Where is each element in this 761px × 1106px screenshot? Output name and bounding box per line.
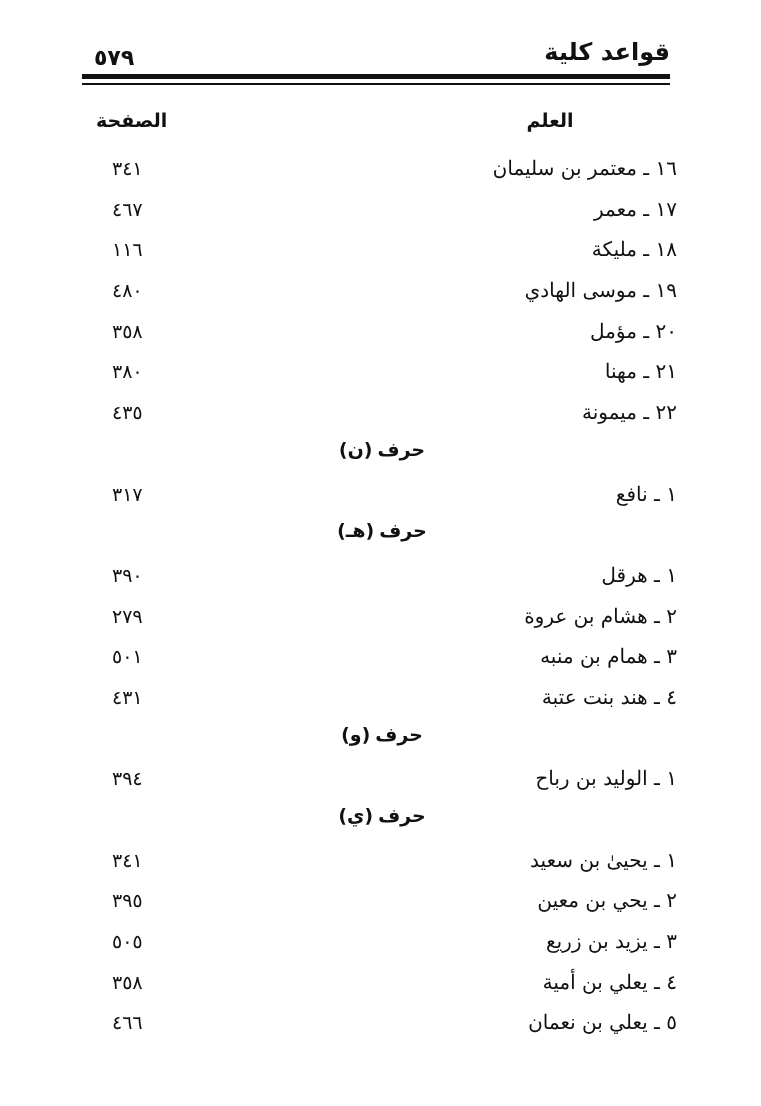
entry-name: ١٧ ـ معمر bbox=[593, 196, 677, 221]
entry-name: ١٩ ـ موسى الهادي bbox=[524, 278, 677, 303]
index-entry-row bbox=[82, 923, 677, 964]
entry-page-number: ٣٨٠ bbox=[112, 361, 143, 384]
letter-section-heading bbox=[82, 435, 677, 476]
index-entry-row bbox=[82, 191, 677, 232]
section-heading-letter: (ن) bbox=[338, 438, 373, 461]
entry-page-number: ٤٣٥ bbox=[112, 402, 143, 425]
entry-page-number: ٣٩٥ bbox=[112, 890, 143, 913]
entry-name: ٣ ـ همام بن منبه bbox=[540, 644, 677, 669]
index-entry-row bbox=[82, 313, 677, 354]
entry-page-number: ٥٠١ bbox=[112, 646, 143, 669]
section-heading-text bbox=[82, 520, 677, 542]
entry-page-number: ٤٣١ bbox=[112, 686, 143, 709]
column-header-page: الصفحة bbox=[96, 110, 168, 132]
entry-name: ٢٢ ـ ميمونة bbox=[582, 400, 677, 425]
section-heading-word: حرف bbox=[379, 520, 427, 543]
index-entry-row bbox=[82, 476, 677, 517]
section-heading-letter: (هـ) bbox=[337, 520, 375, 543]
index-entry-row bbox=[82, 150, 677, 191]
index-entry-row bbox=[82, 353, 677, 394]
entry-page-number: ٣٥٨ bbox=[112, 320, 143, 343]
entry-name: ١٨ ـ مليكة bbox=[591, 237, 677, 262]
entry-name: ٣ ـ يزيد بن زريع bbox=[545, 929, 677, 954]
section-heading-word: حرف bbox=[375, 723, 423, 746]
letter-section-heading bbox=[82, 801, 677, 842]
index-entry-row bbox=[82, 231, 677, 272]
entry-name: ٢ ـ هشام بن عروة bbox=[524, 603, 677, 628]
index-entry-row bbox=[82, 679, 677, 720]
entry-name: ٤ ـ يعلي بن أمية bbox=[542, 969, 677, 994]
index-entry-row bbox=[82, 272, 677, 313]
running-title: قواعد كلية bbox=[544, 38, 670, 66]
entry-name: ١ ـ يحيىٰ بن سعيد bbox=[530, 847, 677, 872]
entry-page-number: ٣٥٨ bbox=[112, 971, 143, 994]
index-entry-row bbox=[82, 638, 677, 679]
entry-page-number: ٤٦٦ bbox=[112, 1012, 143, 1035]
letter-section-heading bbox=[82, 516, 677, 557]
section-heading-text bbox=[82, 805, 677, 827]
entry-name: ١ ـ الوليد بن رباح bbox=[535, 766, 677, 791]
page-header bbox=[82, 38, 670, 88]
section-heading-text bbox=[82, 439, 677, 461]
entry-page-number: ٣٤١ bbox=[112, 849, 143, 872]
section-heading-word: حرف bbox=[377, 438, 426, 461]
entry-name: ١ ـ هرقل bbox=[601, 562, 677, 587]
index-list bbox=[82, 150, 677, 1045]
entry-page-number: ٤٨٠ bbox=[112, 280, 143, 303]
header-rule-thick bbox=[82, 74, 670, 79]
entry-name: ١ ـ نافع bbox=[615, 481, 677, 506]
index-entry-row bbox=[82, 760, 677, 801]
section-heading-letter: (و) bbox=[341, 723, 371, 746]
column-header-name: العلم bbox=[526, 110, 574, 132]
entry-page-number: ٣١٧ bbox=[112, 483, 143, 506]
section-heading-letter: (ي) bbox=[338, 805, 374, 827]
index-entry-row bbox=[82, 557, 677, 598]
index-entry-row bbox=[82, 394, 677, 435]
entry-page-number: ٣٤١ bbox=[112, 158, 143, 180]
entry-name: ٢١ ـ مهنا bbox=[604, 359, 677, 384]
entry-name: ١٦ ـ معتمر بن سليمان bbox=[492, 156, 677, 180]
section-heading-text bbox=[82, 724, 677, 746]
entry-name: ٢ ـ يحي بن معين bbox=[537, 888, 677, 913]
index-entry-row bbox=[82, 598, 677, 639]
entry-page-number: ٣٩٠ bbox=[112, 564, 143, 587]
entry-name: ٢٠ ـ مؤمل bbox=[590, 318, 677, 343]
entry-page-number: ٥٠٥ bbox=[112, 931, 143, 954]
index-entry-row bbox=[82, 1004, 677, 1045]
entry-page-number: ١١٦ bbox=[112, 239, 143, 262]
header-rule-thin bbox=[82, 83, 670, 85]
entry-page-number: ٣٩٤ bbox=[112, 768, 143, 791]
entry-name: ٥ ـ يعلي بن نعمان bbox=[528, 1010, 677, 1035]
index-entry-row bbox=[82, 842, 677, 883]
entry-page-number: ٢٧٩ bbox=[112, 605, 143, 628]
entry-name: ٤ ـ هند بنت عتبة bbox=[541, 684, 677, 709]
letter-section-heading bbox=[82, 720, 677, 761]
page-number: ٥٧٩ bbox=[94, 46, 135, 71]
section-heading-word: حرف bbox=[378, 805, 426, 827]
entry-page-number: ٤٦٧ bbox=[112, 198, 143, 221]
index-entry-row bbox=[82, 882, 677, 923]
index-entry-row bbox=[82, 964, 677, 1005]
